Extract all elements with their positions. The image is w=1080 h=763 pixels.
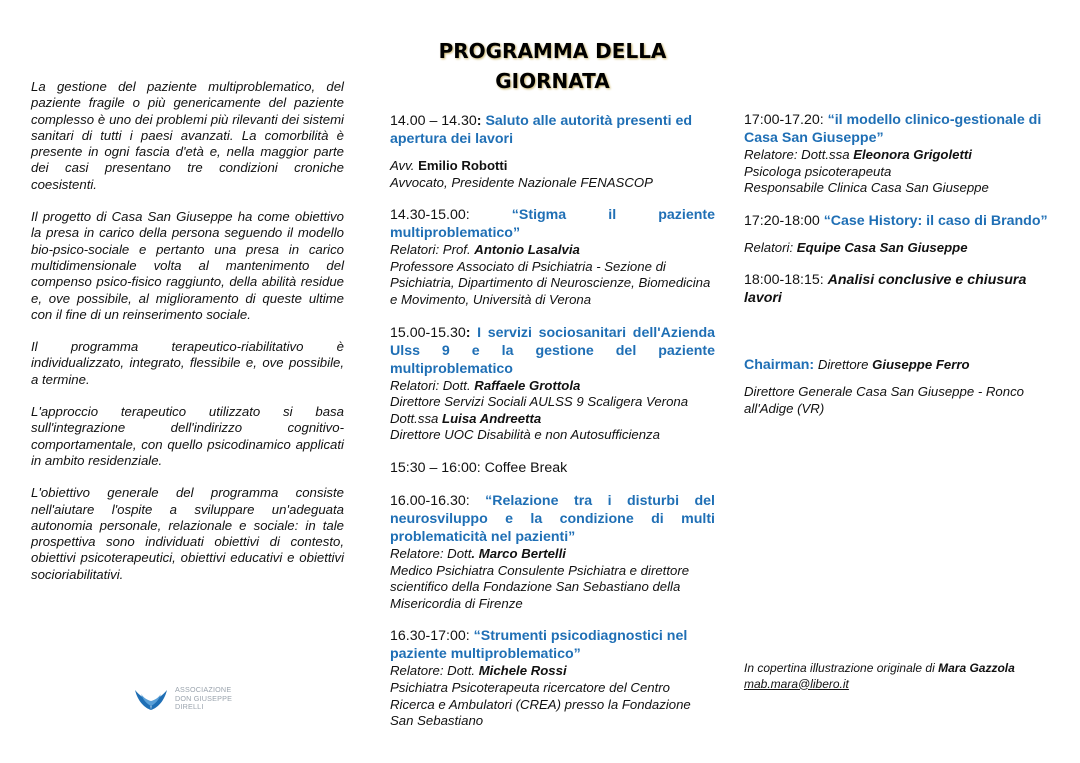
speaker-role: Psicologa psicoterapeuta xyxy=(744,163,892,179)
session-modello xyxy=(744,111,1054,197)
session-heading: 16.30-17:00: “Strumenti psicodiagnostici nel paziente multiproblematico” xyxy=(390,628,688,663)
speaker-line: Relatori: Equipe Casa San Giuseppe xyxy=(744,239,968,255)
cover-credit xyxy=(744,661,1064,692)
title-line-1: PROGRAMMA DELLA xyxy=(438,39,667,63)
speaker-line: Dott.ssa Luisa Andreetta xyxy=(390,410,542,426)
page-title xyxy=(390,36,715,96)
intro-paragraph: L'obiettivo generale del programma consiste nell'aiutare l'ospite a sviluppare un'adeguata autonomia personale, relazionale e sociale: in tale prospettiva sono individuati obiettivi di contesto, obiettivi psicoterapeutici, obiettivi educativi e obiettivi socioriabilitativi. xyxy=(31,485,344,582)
speaker-line: Relatori: Prof. Antonio Lasalvia xyxy=(390,242,580,258)
wings-logo-icon xyxy=(133,686,169,712)
session-case-history xyxy=(744,212,1054,257)
speaker-role: Professore Associato di Psichiatria - Sezione di Psichiatria, Dipartimento di Neuroscienze, Biomedicina e Movimento, Università di Verona xyxy=(390,258,711,307)
intro-paragraph: La gestione del paziente multiproblematico, del paziente fragile o più genericamente del paziente complesso è uno dei problemi più rilevanti dei sistemi sanitari di tutti i paesi avanzati. La comorbilità è presente in ogni fascia d'età e, nella maggior parte dei casi presentano tre condizioni croniche coesistenti. xyxy=(31,79,344,192)
chairman-role: Direttore Generale Casa San Giuseppe - Ronco all'Adige (VR) xyxy=(744,384,1025,416)
session-stigma xyxy=(390,206,715,308)
credit-line: In copertina illustrazione originale di Mara Gazzola xyxy=(744,661,1015,675)
speaker-role: Responsabile Clinica Casa San Giuseppe xyxy=(744,180,989,196)
program-column-right xyxy=(744,111,1054,433)
speaker-role: Direttore Servizi Sociali AULSS 9 Scaligera Verona xyxy=(390,394,689,410)
coffee-break-text: 15:30 – 16:00: Coffee Break xyxy=(390,459,568,476)
intro-paragraph: Il programma terapeutico-riabilitativo è individualizzato, integrato, flessibile e, ove possibile, a termine. xyxy=(31,339,344,387)
speaker-role: Direttore UOC Disabilità e non Autosufficienza xyxy=(390,427,660,443)
session-heading: 16.00-16.30: “Relazione tra i disturbi del neurosviluppo e la condizione di multi problematicità nel pazienti” xyxy=(390,492,715,545)
session-servizi xyxy=(390,324,715,444)
session-heading: 14.30-15.00: “Stigma il paziente multiproblematico” xyxy=(390,207,715,242)
logo-text: ASSOCIAZIONE DON GIUSEPPE DIRELLI xyxy=(175,685,233,711)
speaker-line: Relatore: Dott. Marco Bertelli xyxy=(390,545,566,561)
session-coffee-break xyxy=(390,459,715,477)
speaker-line: Relatori: Dott. Raffaele Grottola xyxy=(390,377,581,393)
speaker-line: Relatore: Dott.ssa Eleonora Grigoletti xyxy=(744,147,972,162)
title-line-2: GIORNATA xyxy=(495,69,610,93)
session-welcome xyxy=(390,112,715,191)
session-conclusioni xyxy=(744,271,1054,307)
intro-paragraph: Il progetto di Casa San Giuseppe ha come obiettivo la presa in carico della persona seguendo il modello bio-psico-sociale e pertanto una presa in carico multidimensionale volta al mantenimento del compenso psico-fisico raggiunto, della abilità residue e, ove possibile, al miglioramento di queste ultime con il fine di un reinserimento sociale. xyxy=(31,209,344,322)
intro-paragraph: L'approccio terapeutico utilizzato si basa sull'integrazione dell'indirizzo cognitivo-comportamentale, con quello psicodinamico applicati in ambito residenziale. xyxy=(31,404,344,468)
credit-email-link[interactable]: mab.mara@libero.it xyxy=(744,676,849,691)
speaker-role: Avvocato, Presidente Nazionale FENASCOP xyxy=(390,174,653,190)
speaker-line: Relatore: Dott. Michele Rossi xyxy=(390,663,567,679)
association-logo xyxy=(133,686,243,714)
session-heading: 17:20-18:00 “Case History: il caso di Brando” xyxy=(744,212,1048,229)
speaker-role: Psichiatra Psicoterapeuta ricercatore del Centro Ricerca e Ambulatori (CREA) presso la Fondazione San Sebastiano xyxy=(390,679,691,729)
chairman-block xyxy=(744,356,1054,417)
session-heading: 18:00-18:15: Analisi conclusive e chiusura lavori xyxy=(744,272,1027,307)
session-heading: 15.00-15.30: I servizi sociosanitari dell'Azienda Ulss 9 e la gestione del paziente multiproblematico xyxy=(390,324,715,377)
speaker-line: Avv. Emilio Robotti xyxy=(390,158,508,173)
program-column-middle xyxy=(390,112,715,745)
chairman-line: Chairman: Direttore Giuseppe Ferro xyxy=(744,357,970,374)
intro-column xyxy=(31,79,344,599)
session-strumenti xyxy=(390,627,715,729)
speaker-role: Medico Psichiatra Consulente Psichiatra e direttore scientifico della Fondazione San Sebastiano della Misericordia di Firenze xyxy=(390,562,690,611)
session-heading: 17:00-17.20: “il modello clinico-gestionale di Casa San Giuseppe” xyxy=(744,112,1042,146)
session-heading: 14.00 – 14.30: Saluto alle autorità presenti ed apertura dei lavori xyxy=(390,113,693,147)
session-neurosviluppo xyxy=(390,492,715,612)
